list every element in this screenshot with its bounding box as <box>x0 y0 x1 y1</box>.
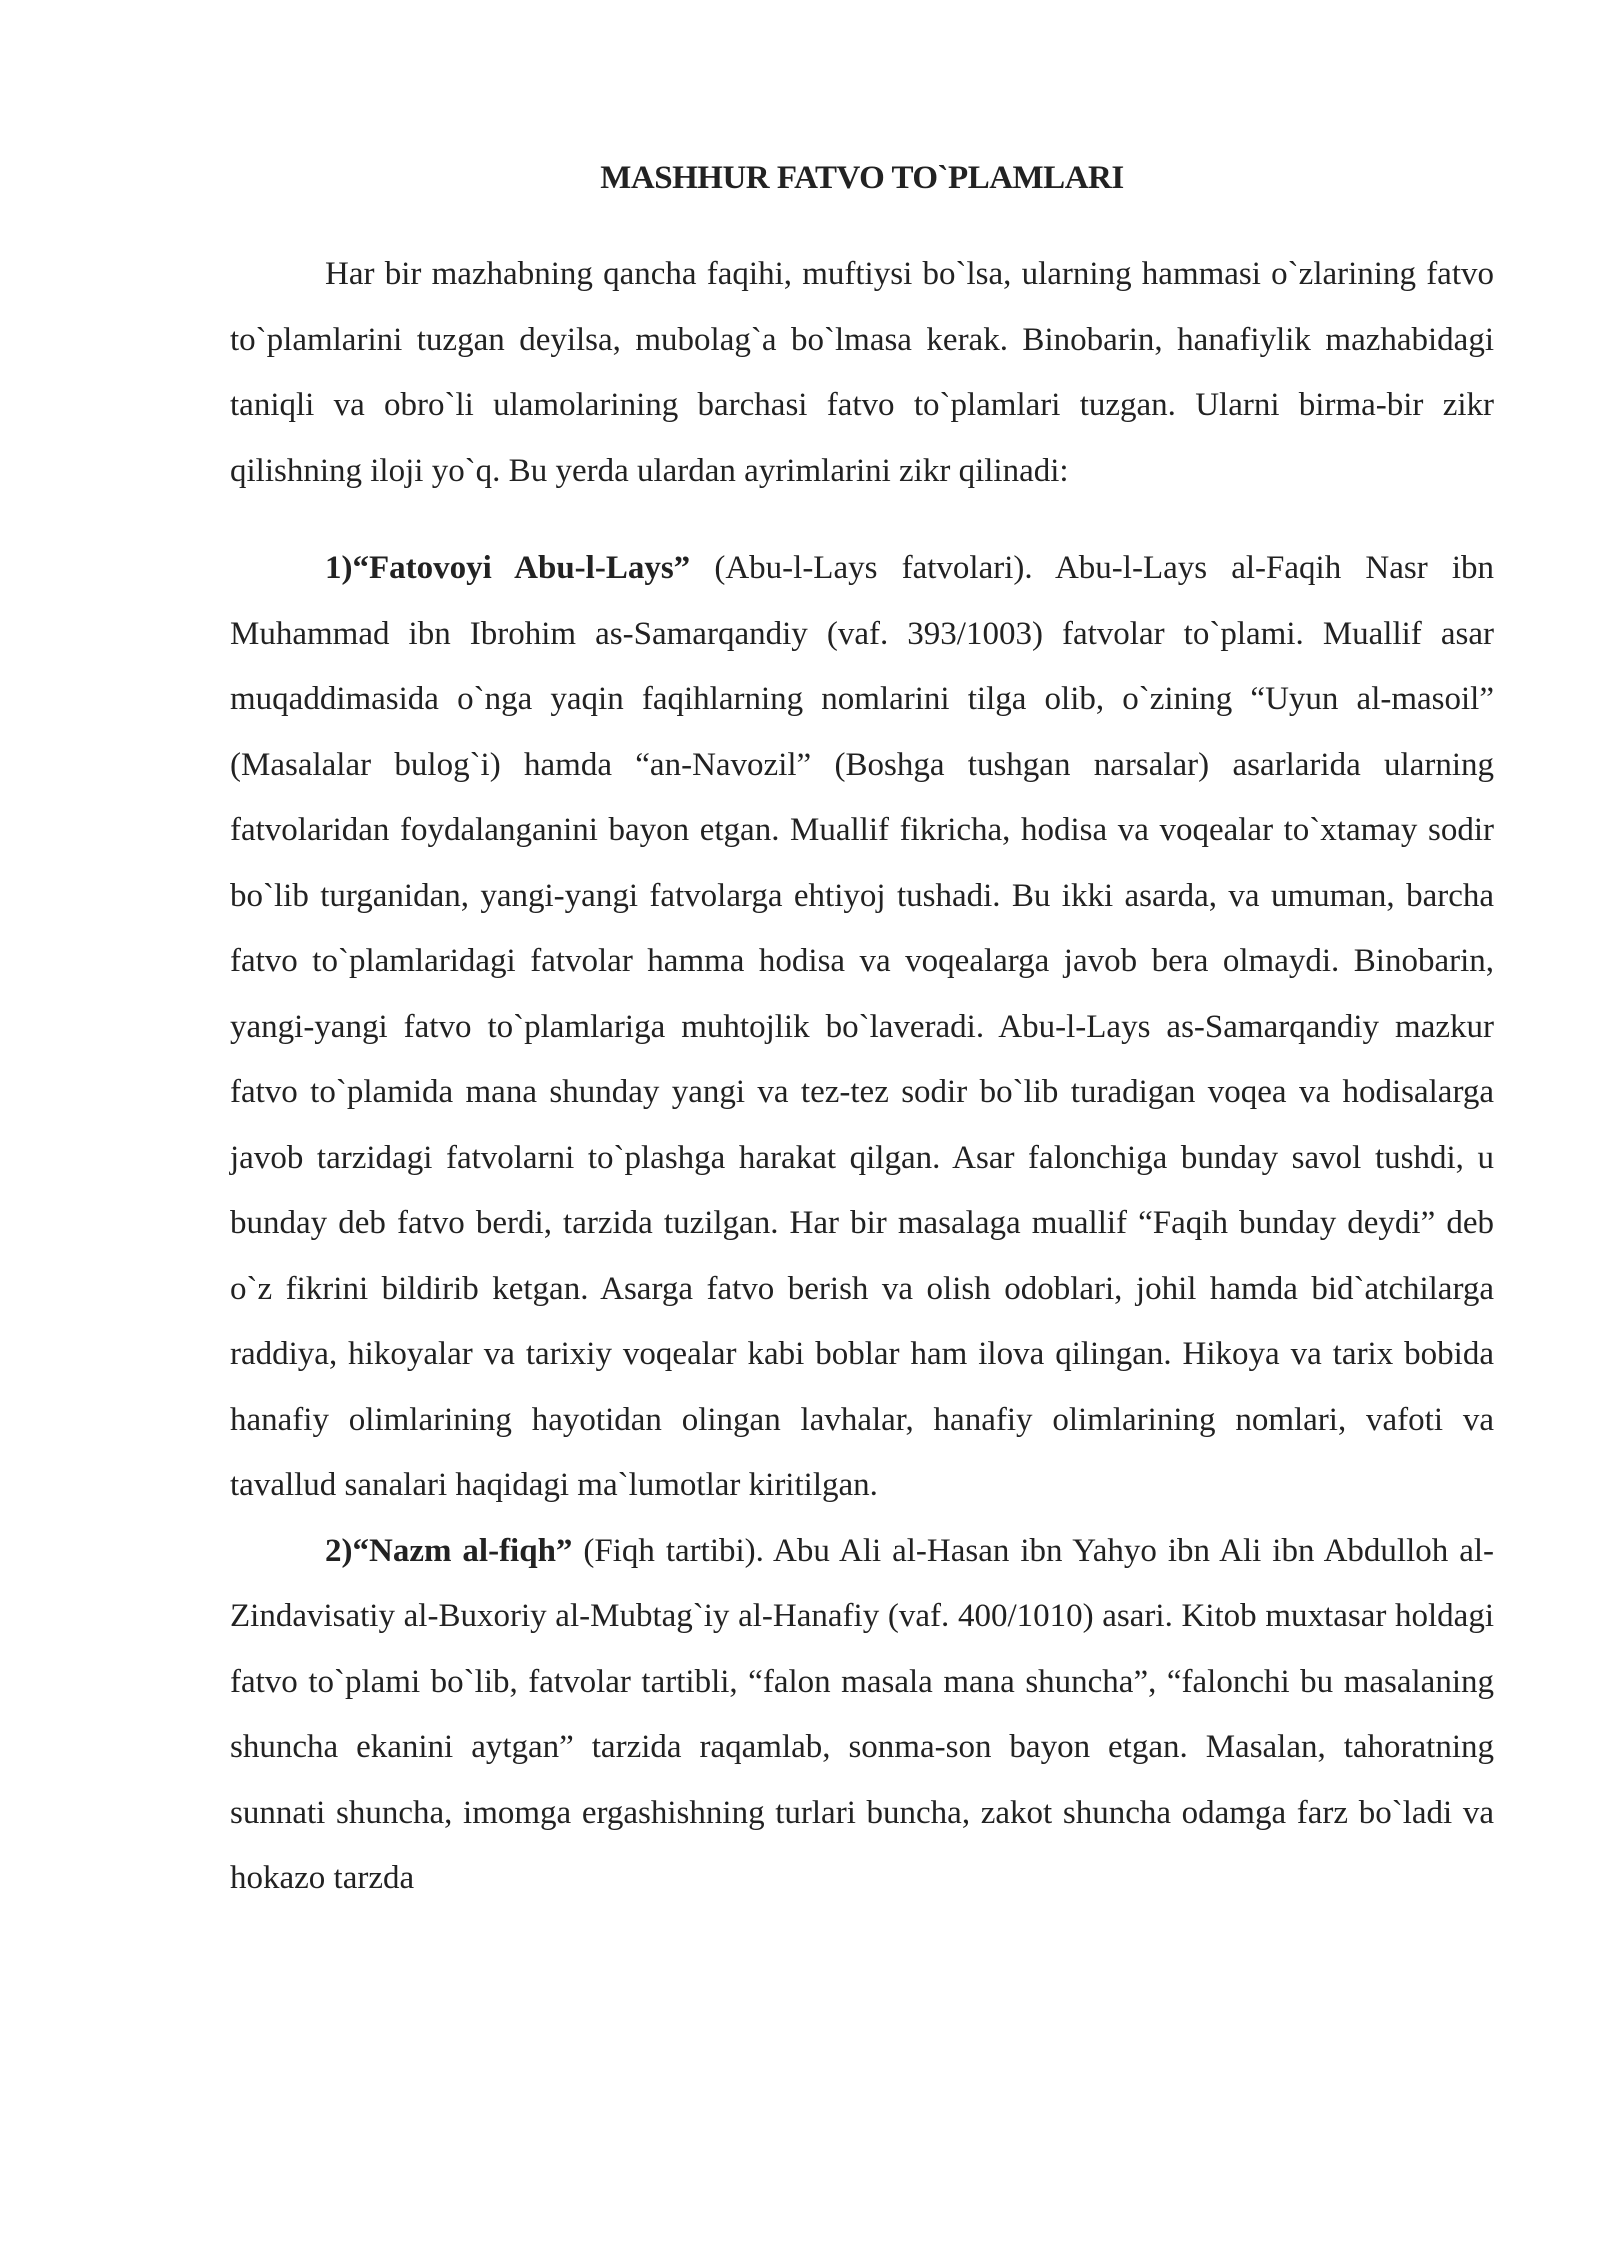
paragraph-text: (Fiqh tartibi). Abu Ali al-Hasan ibn Yahyo ibn Ali ibn Abdulloh al-Zindavisatiy al-Buxoriy al-Mubtag`iy al-Hanafiy (vaf. 400/1010) asari. Kitob muxtasar holdagi fatvo to`plami bo`lib, fatvolar tartibli, “falon masala mana shuncha”, “falonchi bu masalaning shuncha ekanini aytgan” tarzida raqamlab, sonma-son bayon etgan. Masalan, tahoratning sunnati shuncha, imomga ergashishning turlari buncha, zakot shuncha odamga farz bo`ladi va hokazo tarzda <box>230 1532 1494 1896</box>
paragraph-text: (Abu-l-Lays fatvolari). Abu-l-Lays al-Faqih Nasr ibn Muhammad ibn Ibrohim as-Samarqandiy (vaf. 393/1003) fatvolar to`plami. Muallif asar muqaddimasida o`nga yaqin faqihlarning nomlarini tilga olib, o`zining “Uyun al-masoil” (Masalalar bulog`i) hamda “an-Navozil” (Boshga tushgan narsalar) asarlarida ularning fatvolaridan foydalanganini bayon etgan. Muallif fikricha, hodisa va voqealar to`xtamay sodir bo`lib turganidan, yangi-yangi fatvolarga ehtiyoj tushadi. Bu ikki asarda, va umuman, barcha fatvo to`plamlaridagi fatvolar hamma hodisa va voqealarga javob bera olmaydi. Binobarin, yangi-yangi fatvo to`plamlariga muhtojlik bo`laveradi. Abu-l-Lays as-Samarqandiy mazkur fatvo to`plamida mana shunday yangi va tez-tez sodir bo`lib turadigan voqea va hodisalarga javob tarzidagi fatvolarni to`plashga harakat qilgan. Asar falonchiga bunday savol tushdi, u bunday deb fatvo berdi, tarzida tuzilgan. Har bir masalaga muallif “Faqih bunday deydi” deb o`z fikrini bildirib ketgan. Asarga fatvo berish va olish odoblari, johil hamda bid`atchilarga raddiya, hikoyalar va tarixiy voqealar kabi boblar ham ilova qilingan. Hikoya va tarix bobida hanafiy olimlarining hayotidan olingan lavhalar, hanafiy olimlarining nomlari, vafoti va tavallud sanalari haqidagi ma`lumotlar kiritilgan. <box>230 550 1494 1503</box>
document-body <box>230 150 1494 1912</box>
intro-paragraph <box>230 242 1494 504</box>
paragraph-heading: 1)“Fatovoyi Abu-l-Lays” <box>325 550 691 586</box>
paragraph-nazm-al-fiqh <box>230 1519 1494 1912</box>
paragraph-heading: 2)“Nazm al-fiqh” <box>325 1532 573 1569</box>
paragraph-fatovoyi-abu-l-lays <box>230 536 1494 1519</box>
document-title: MASHHUR FATVO TO`PLAMLARI <box>600 160 1124 196</box>
paragraph-text: Har bir mazhabning qancha faqihi, muftiysi bo`lsa, ularning hammasi o`zlarining fatvo to`plamlarini tuzgan deyilsa, mubolag`a bo`lmasa kerak. Binobarin, hanafiylik mazhabidagi taniqli va obro`li ulamolarining barchasi fatvo to`plamlari tuzgan. Ularni birma-bir zikr qilishning iloji yo`q. Bu yerda ulardan ayrimlarini zikr qilinadi: <box>230 256 1494 489</box>
